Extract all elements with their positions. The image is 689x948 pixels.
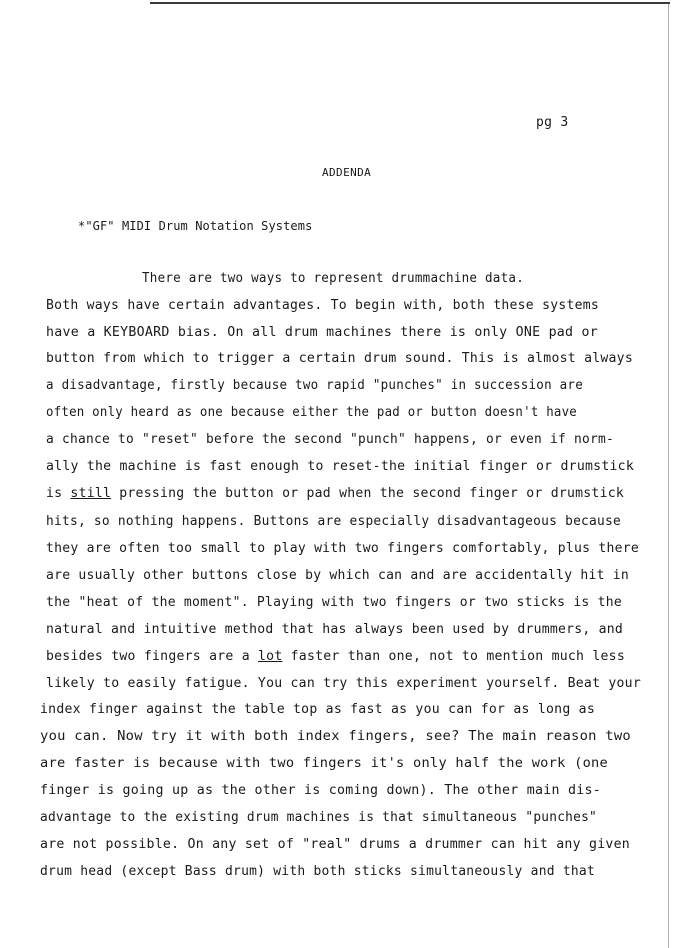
body-line: button from which to trigger a certain drum sound. This is almost always — [46, 351, 633, 366]
body-line: likely to easily fatigue. You can try this experiment yourself. Beat your — [46, 676, 641, 691]
body-line: finger is going up as the other is coming down). The other main dis- — [40, 783, 601, 798]
body-line: they are often too small to play with two fingers comfortably, plus there — [46, 541, 639, 556]
body-line: a disadvantage, firstly because two rapid "punches" in succession are — [46, 378, 583, 393]
underlined-word: lot — [258, 649, 283, 664]
body-line: have a KEYBOARD bias. On all drum machines there is only ONE pad or — [46, 325, 598, 340]
page-title: ADDENDA — [322, 166, 372, 179]
body-line: Both ways have certain advantages. To begin with, both these systems — [46, 298, 599, 313]
body-line: are usually other buttons close by which can and are accidentally hit in — [46, 568, 629, 583]
body-line: you can. Now try it with both index fingers, see? The main reason two — [40, 729, 631, 744]
body-line: often only heard as one because either the pad or button doesn't have — [46, 405, 577, 420]
section-heading: *"GF" MIDI Drum Notation Systems — [78, 219, 313, 233]
body-line: are not possible. On any set of "real" drums a drummer can hit any given — [40, 837, 630, 852]
body-line: are faster is because with two fingers it's only half the work (one — [40, 756, 608, 771]
body-line: hits, so nothing happens. Buttons are especially disadvantageous because — [46, 514, 621, 529]
body-line: a chance to "reset" before the second "punch" happens, or even if norm- — [46, 432, 614, 447]
right-edge-rule — [668, 4, 669, 948]
underlined-word: still — [70, 486, 112, 501]
body-line: index finger against the table top as fast as you can for as long as — [40, 702, 595, 717]
body-line: drum head (except Bass drum) with both sticks simultaneously and that — [40, 864, 595, 879]
body-line: the "heat of the moment". Playing with two fingers or two sticks is the — [46, 595, 622, 610]
body-line: ally the machine is fast enough to reset-the initial finger or drumstick — [46, 459, 634, 474]
body-line: advantage to the existing drum machines is that simultaneous "punches" — [40, 810, 597, 825]
body-line: There are two ways to represent drummachine data. — [142, 271, 524, 286]
body-line: natural and intuitive method that has always been used by drummers, and — [46, 622, 624, 637]
top-edge-rule — [150, 2, 670, 4]
page-number: pg 3 — [536, 115, 569, 130]
body-line: is still pressing the button or pad when the second finger or drumstick — [46, 486, 625, 501]
body-line: besides two fingers are a lot faster than one, not to mention much less — [46, 649, 625, 664]
